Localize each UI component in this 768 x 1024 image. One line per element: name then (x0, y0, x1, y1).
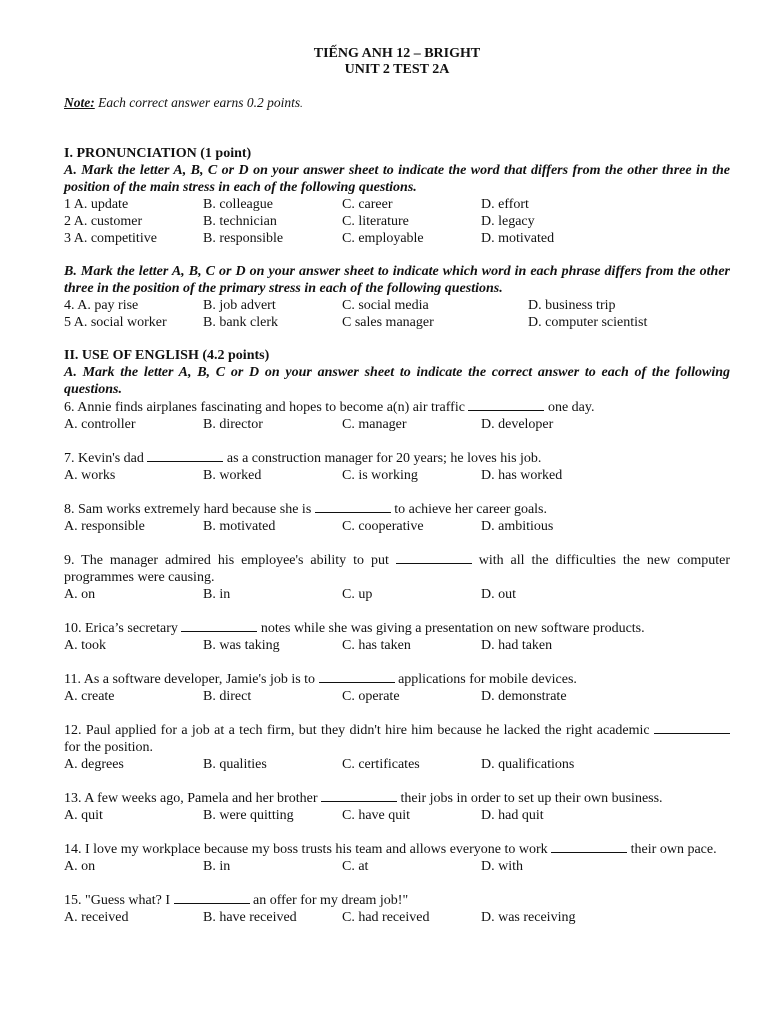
answer-option[interactable]: C. certificates (342, 757, 420, 772)
answer-blank (468, 398, 544, 411)
question-text-after: their jobs in order to set up their own business. (396, 791, 663, 806)
question-text-before: 13. A few weeks ago, Pamela and her brother (64, 791, 321, 806)
answer-blank (321, 789, 397, 802)
question-text-after: their own pace. (627, 842, 717, 857)
answer-option[interactable]: B. have received (203, 910, 297, 925)
question-text-after: as a construction manager for 20 years; he loves his job. (223, 451, 542, 466)
answer-option[interactable]: B. colleague (203, 197, 273, 212)
option-row (64, 637, 730, 654)
answer-option[interactable]: C. manager (342, 417, 407, 432)
answer-option[interactable]: A. quit (64, 808, 103, 823)
section-use-of-english-instruction: A. Mark the letter A, B, C or D on your answer sheet to indicate the correct answer to each of the following questions. (64, 365, 730, 397)
note-label: Note: (64, 95, 95, 110)
part-b-options (64, 297, 730, 331)
answer-blank (319, 670, 395, 683)
question-text-after: for the position. (64, 740, 154, 755)
answer-option[interactable]: A. create (64, 689, 115, 704)
question-stem (64, 789, 730, 807)
question-text-before: 15. "Guess what? I (64, 893, 174, 908)
answer-option[interactable]: C. is working (342, 468, 418, 483)
question-stem (64, 449, 730, 467)
question-text-before: 11. As a software developer, Jamie's job is to (64, 672, 319, 687)
answer-option[interactable]: C. cooperative (342, 519, 424, 534)
question-stem (64, 840, 730, 858)
option-row (64, 467, 730, 484)
note-text: Each correct answer earns 0.2 points (94, 95, 301, 110)
answer-option[interactable]: C. employable (342, 231, 424, 246)
option-row (64, 858, 730, 875)
answer-option[interactable]: B. motivated (203, 519, 276, 534)
question-stem (64, 551, 730, 586)
answer-option[interactable]: D. had taken (481, 638, 553, 653)
question-stem (64, 670, 730, 688)
option-row (64, 756, 730, 773)
question-text-before: 7. Kevin's dad (64, 451, 148, 466)
question-text-before: 8. Sam works extremely hard because she is (64, 502, 315, 517)
question-text-after: with all the difficulties the new computer programmes were causing. (64, 553, 731, 585)
question-stem (64, 398, 730, 416)
answer-option[interactable]: B. in (203, 859, 231, 874)
option-row (64, 688, 730, 705)
answer-option[interactable]: D. computer scientist (528, 315, 648, 330)
section-pronunciation-part-b-instruction: B. Mark the letter A, B, C or D on your answer sheet to indicate which word in each phrase differs from the other three in the position of the primary stress in each of the following questions. (64, 264, 730, 296)
question-stem (64, 500, 730, 518)
answer-blank (181, 619, 257, 632)
answer-option[interactable]: B. bank clerk (203, 315, 279, 330)
answer-option[interactable]: D. demonstrate (481, 689, 567, 704)
answer-option[interactable]: D. with (481, 859, 523, 874)
answer-option[interactable]: B. qualities (203, 757, 267, 772)
answer-option[interactable]: B. job advert (203, 298, 276, 313)
worksheet-title: TIẾNG ANH 12 – BRIGHT (313, 46, 481, 61)
answer-option[interactable]: A. on (64, 587, 96, 602)
option-row (64, 518, 730, 535)
scoring-note (64, 94, 730, 113)
option-row (64, 213, 730, 230)
answer-option[interactable]: A. on (64, 859, 96, 874)
option-row (64, 297, 730, 314)
answer-blank (147, 449, 223, 462)
answer-option[interactable]: D. developer (481, 417, 554, 432)
question-list (64, 398, 730, 926)
answer-option[interactable]: C. up (342, 587, 373, 602)
answer-option[interactable]: C. social media (342, 298, 429, 313)
section-use-of-english-heading: II. USE OF ENGLISH (4.2 points) (64, 348, 270, 363)
option-row (64, 909, 730, 926)
answer-option[interactable]: C. have quit (342, 808, 411, 823)
question-text-before: 12. Paul applied for a job at a tech firm, but they didn't hire him because he lacked the right academic (64, 723, 654, 738)
answer-option[interactable]: C. had received (342, 910, 430, 925)
section-pronunciation-part-a-instruction: A. Mark the letter A, B, C or D on your answer sheet to indicate the word that differs from the other three in the position of the main stress in each of the following questions. (64, 163, 730, 195)
worksheet-subtitle: UNIT 2 TEST 2A (344, 62, 450, 77)
option-row (64, 416, 730, 433)
answer-option[interactable]: B. were quitting (203, 808, 294, 823)
answer-option[interactable]: D. was receiving (481, 910, 576, 925)
question-text-after: an offer for my dream job!" (249, 893, 409, 908)
answer-option[interactable]: D. qualifications (481, 757, 575, 772)
answer-option[interactable]: C. has taken (342, 638, 411, 653)
answer-option[interactable]: B. responsible (203, 231, 284, 246)
question-text-after: applications for mobile devices. (394, 672, 577, 687)
answer-blank (315, 500, 391, 513)
answer-option[interactable]: B. worked (203, 468, 262, 483)
option-row (64, 807, 730, 824)
answer-option[interactable]: A. received (64, 910, 129, 925)
option-row (64, 196, 730, 213)
option-row (64, 314, 730, 331)
question-text-before: 9. The manager admired his employee's ability to put (64, 553, 396, 568)
question-stem (64, 891, 730, 909)
question-stem (64, 721, 730, 756)
answer-option[interactable]: D. legacy (481, 214, 535, 229)
question-text-after: one day. (544, 400, 595, 415)
answer-option[interactable]: C sales manager (342, 315, 434, 330)
answer-option[interactable]: B. was taking (203, 638, 280, 653)
answer-option[interactable]: D. effort (481, 197, 529, 212)
answer-option[interactable]: D. has worked (481, 468, 563, 483)
answer-option[interactable]: A. took (64, 638, 106, 653)
answer-option[interactable]: 2 A. customer (64, 214, 143, 229)
option-row (64, 586, 730, 603)
note-period: . (300, 99, 303, 110)
answer-option[interactable]: B. director (203, 417, 263, 432)
answer-option[interactable]: B. direct (203, 689, 252, 704)
answer-option[interactable]: D. had quit (481, 808, 544, 823)
answer-option[interactable]: 3 A. competitive (64, 231, 157, 246)
answer-blank (654, 721, 730, 734)
option-row (64, 230, 730, 247)
answer-option[interactable]: C. at (342, 859, 369, 874)
answer-option[interactable]: 4. A. pay rise (64, 298, 139, 313)
answer-option[interactable]: A. responsible (64, 519, 145, 534)
answer-option[interactable]: D. motivated (481, 231, 555, 246)
question-stem (64, 619, 730, 637)
question-text-after: to achieve her career goals. (390, 502, 548, 517)
answer-option[interactable]: C. career (342, 197, 393, 212)
answer-option[interactable]: 5 A. social worker (64, 315, 167, 330)
answer-option[interactable]: B. technician (203, 214, 277, 229)
answer-blank (551, 840, 627, 853)
answer-option[interactable]: D. business trip (528, 298, 616, 313)
answer-option[interactable]: C. literature (342, 214, 409, 229)
answer-option[interactable]: C. operate (342, 689, 400, 704)
answer-blank (396, 551, 472, 564)
part-a-options (64, 196, 730, 247)
answer-option[interactable]: 1 A. update (64, 197, 129, 212)
answer-option[interactable]: D. ambitious (481, 519, 554, 534)
answer-option[interactable]: A. degrees (64, 757, 124, 772)
question-text-before: 10. Erica’s secretary (64, 621, 182, 636)
question-text-before: 6. Annie finds airplanes fascinating and hopes to become a(n) air traffic (64, 400, 469, 415)
answer-option[interactable]: D. out (481, 587, 516, 602)
question-text-before: 14. I love my workplace because my boss trusts his team and allows everyone to work (64, 842, 552, 857)
answer-option[interactable]: A. controller (64, 417, 136, 432)
answer-blank (174, 891, 250, 904)
answer-option[interactable]: B. in (203, 587, 231, 602)
question-text-after: notes while she was giving a presentation on new software products. (257, 621, 645, 636)
section-pronunciation-heading: I. PRONUNCIATION (1 point) (64, 146, 252, 161)
answer-option[interactable]: A. works (64, 468, 116, 483)
